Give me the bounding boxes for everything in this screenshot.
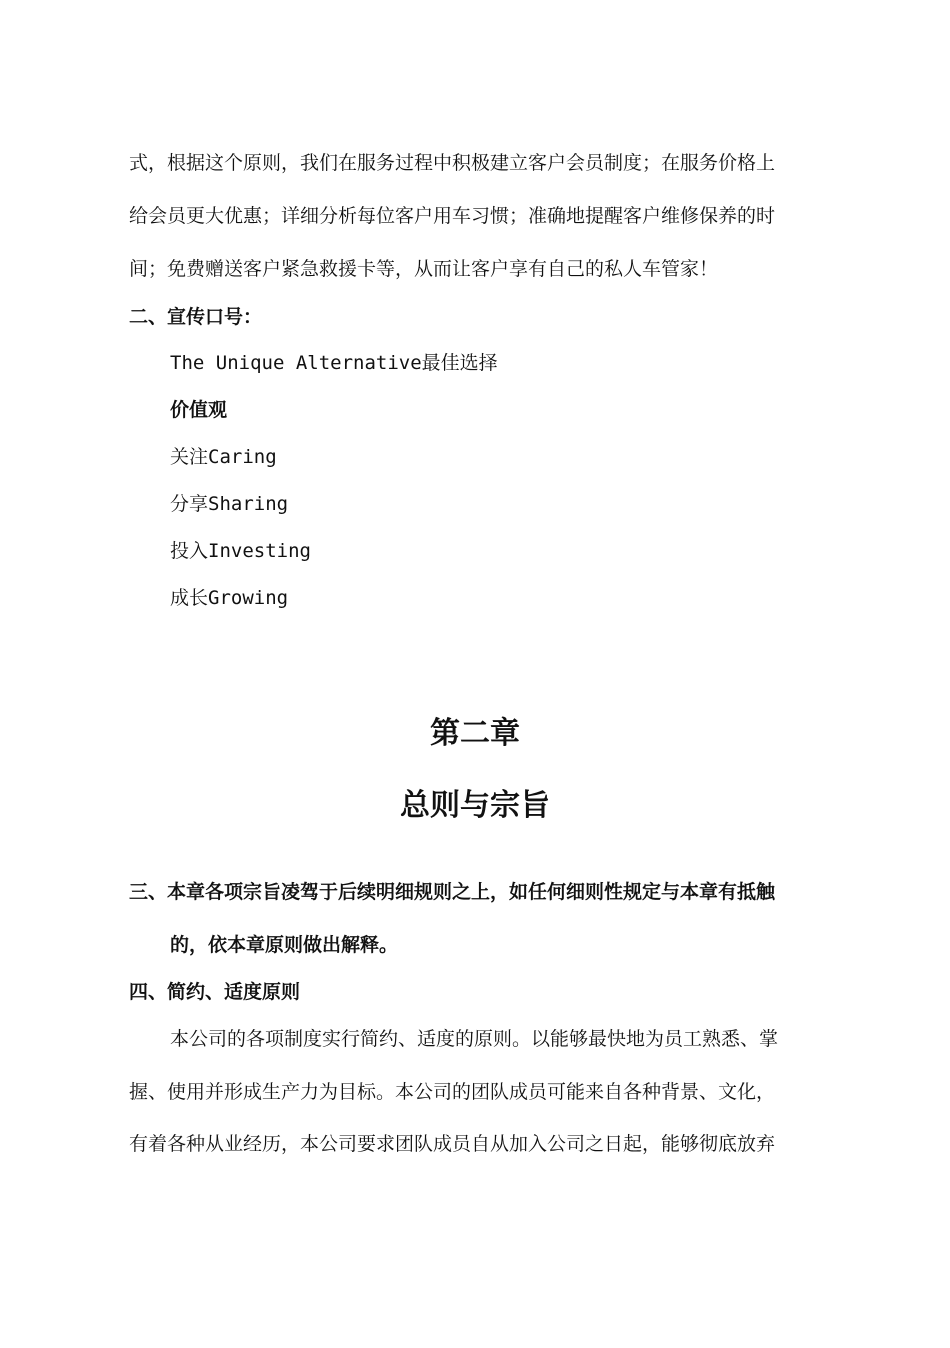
value-item xyxy=(170,444,870,470)
value-cn: 关注 xyxy=(170,446,209,468)
value-item xyxy=(170,491,870,517)
value-en: Caring xyxy=(208,446,277,468)
paragraph-line-1: 式，根据这个原则，我们在服务过程中积极建立客户会员制度；在服务价格上 xyxy=(129,152,776,174)
section-four-line-3: 有着各种从业经历，本公司要求团队成员自从加入公司之日起，能够彻底放弃 xyxy=(129,1133,776,1155)
slogan-english: The Unique Alternative xyxy=(170,352,422,374)
section-four-line-1: 本公司的各项制度实行简约、适度的原则。以能够最快地为员工熟悉、掌 xyxy=(170,1028,779,1050)
slogan-chinese: 最佳选择 xyxy=(421,352,498,374)
section-three-line-2: 的，依本章原则做出解释。 xyxy=(170,934,399,956)
value-en: Growing xyxy=(208,587,289,609)
slogan-line xyxy=(170,350,870,376)
value-cn: 分享 xyxy=(170,493,209,515)
section-four-heading: 四、简约、适度原则 xyxy=(129,981,301,1003)
value-cn: 成长 xyxy=(170,587,209,609)
paragraph-line-3: 间；免费赠送客户紧急救援卡等，从而让客户享有自己的私人车管家！ xyxy=(129,258,719,280)
values-heading: 价值观 xyxy=(170,399,228,421)
slogan-heading: 二、宣传口号： xyxy=(129,306,263,328)
chapter-title: 总则与宗旨 xyxy=(400,788,550,823)
paragraph-line-2: 给会员更大优惠；详细分析每位客户用车习惯；准确地提醒客户维修保养的时 xyxy=(129,205,776,227)
value-en: Sharing xyxy=(208,493,289,515)
value-item xyxy=(170,585,870,611)
value-cn: 投入 xyxy=(170,540,209,562)
value-en: Investing xyxy=(208,540,311,562)
section-four-line-2: 握、使用并形成生产力为目标。本公司的团队成员可能来自各种背景、文化， xyxy=(129,1081,776,1103)
chapter-number: 第二章 xyxy=(430,716,520,751)
value-item xyxy=(170,538,870,564)
section-three-line-1: 三、本章各项宗旨凌驾于后续明细规则之上，如任何细则性规定与本章有抵触 xyxy=(129,881,776,903)
